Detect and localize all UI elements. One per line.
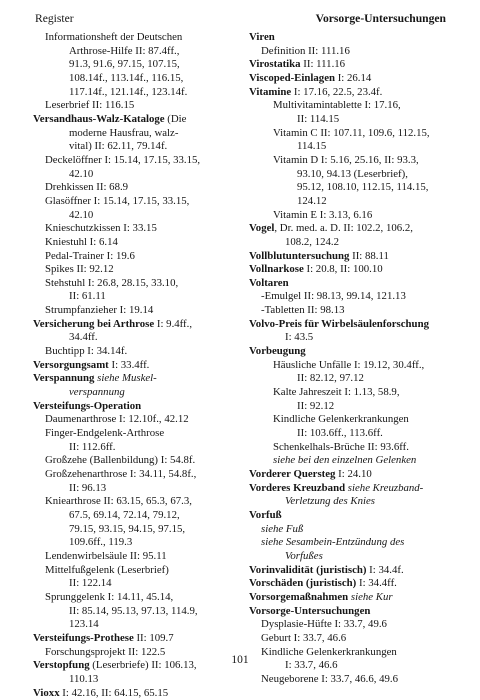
index-line — [33, 45, 239, 59]
index-term: Vorinvalidität (juristisch) — [249, 564, 366, 576]
index-term: Versorgungsamt — [33, 359, 109, 371]
index-text: 91.3, 91.6, 97.15, 107.15, — [69, 58, 180, 70]
index-term: Virostatika — [249, 58, 301, 70]
index-line — [33, 468, 239, 482]
index-text: 108.2, 124.2 — [285, 236, 339, 248]
index-line — [33, 495, 239, 509]
cross-reference: siehe Kreuzband- — [348, 482, 423, 494]
index-term: Versandhaus-Walz-Kataloge — [33, 113, 165, 125]
index-line — [249, 591, 457, 605]
index-text: 34.4ff. — [69, 331, 98, 343]
index-text: I: 33.4ff. — [109, 359, 150, 371]
index-text: 117.14f., 121.14f., 123.14f. — [69, 86, 187, 98]
index-line — [249, 413, 457, 427]
index-text: Mittelfußgelenk (Leserbrief) — [45, 564, 169, 576]
index-text: Kindliche Gelenkerkrankungen — [261, 646, 397, 658]
index-line — [33, 181, 239, 195]
index-line — [249, 45, 457, 59]
index-line — [33, 127, 239, 141]
index-text: moderne Hausfrau, walz- — [69, 127, 178, 139]
index-text: II: 111.16 — [301, 58, 345, 70]
index-line — [33, 577, 239, 591]
index-line — [33, 673, 239, 687]
index-term: Vioxx — [33, 687, 60, 699]
index-line — [33, 236, 239, 250]
index-line — [249, 495, 457, 509]
index-line — [33, 359, 239, 373]
index-line — [249, 536, 457, 550]
index-text: I: 9.4ff., — [154, 318, 192, 330]
index-line — [33, 591, 239, 605]
index-term: Viscoped-Einlagen — [249, 72, 335, 84]
index-text: II: 96.13 — [69, 482, 106, 494]
index-line — [249, 331, 457, 345]
index-line — [249, 181, 457, 195]
index-text: Vitamin E I: 3.13, 6.16 — [273, 209, 372, 221]
index-line — [33, 222, 239, 236]
index-term: Volvo-Preis für Wirbelsäulenforschung — [249, 318, 429, 330]
index-text: I: 43.5 — [285, 331, 313, 343]
index-term: Voltaren — [249, 277, 289, 289]
index-text: 95.12, 108.10, 112.15, 114.15, — [297, 181, 428, 193]
index-line — [249, 386, 457, 400]
index-line — [33, 99, 239, 113]
header-section-label: Register — [35, 12, 74, 25]
index-line — [33, 154, 239, 168]
index-term: Vorderer Quersteg — [249, 468, 335, 480]
index-line — [249, 304, 457, 318]
index-text: Vitamin C II: 107.11, 109.6, 112.15, — [273, 127, 430, 139]
index-line — [33, 536, 239, 550]
index-line — [249, 454, 457, 468]
index-text: Strumpfanzieher I: 19.14 — [45, 304, 153, 316]
index-line — [249, 236, 457, 250]
index-line — [33, 413, 239, 427]
index-line — [249, 468, 457, 482]
index-line — [33, 195, 239, 209]
index-text: 109.6ff., 119.3 — [69, 536, 132, 548]
index-text: 110.13 — [69, 673, 98, 685]
index-line — [249, 400, 457, 414]
index-line — [249, 113, 457, 127]
index-line — [249, 318, 457, 332]
index-line — [249, 31, 457, 45]
index-text: Kniestuhl I: 6.14 — [45, 236, 118, 248]
index-text: Kalte Jahreszeit I: 1.13, 58.9, — [273, 386, 400, 398]
index-line — [33, 86, 239, 100]
index-line — [249, 154, 457, 168]
index-line — [249, 209, 457, 223]
index-line — [249, 72, 457, 86]
index-line — [33, 168, 239, 182]
index-line — [33, 523, 239, 537]
index-text: I: 20.8, II: 100.10 — [304, 263, 383, 275]
index-line — [33, 290, 239, 304]
index-line — [249, 127, 457, 141]
index-text: Sprunggelenk I: 14.11, 45.14, — [45, 591, 173, 603]
index-text: Neugeborene I: 33.7, 46.6, 49.6 — [261, 673, 398, 685]
index-line — [33, 632, 239, 646]
index-line — [33, 618, 239, 632]
index-line — [33, 564, 239, 578]
index-text: 123.14 — [69, 618, 99, 630]
index-line — [249, 482, 457, 496]
index-line — [33, 441, 239, 455]
index-text: II: 109.7 — [134, 632, 174, 644]
index-text: 124.12 — [297, 195, 327, 207]
index-term: Vollblutuntersuchung — [249, 250, 349, 262]
index-term: Vitamine — [249, 86, 291, 98]
index-text: Finger-Endgelenk-Arthrose — [45, 427, 164, 439]
index-text: II: 88.11 — [349, 250, 388, 262]
index-line — [249, 577, 457, 591]
index-text: Buchtipp I: 34.14f. — [45, 345, 127, 357]
cross-reference: verspannung — [69, 386, 125, 398]
index-text: II: 61.11 — [69, 290, 106, 302]
index-line — [249, 140, 457, 154]
index-text: Häusliche Unfälle I: 19.12, 30.4ff., — [273, 359, 424, 371]
index-text: 114.15 — [297, 140, 326, 152]
index-line — [249, 372, 457, 386]
index-line — [33, 140, 239, 154]
index-line — [33, 58, 239, 72]
index-text: Knieschutzkissen I: 33.15 — [45, 222, 157, 234]
index-term: Vorschäden (juristisch) — [249, 577, 356, 589]
index-text: I: 34.4ff. — [356, 577, 397, 589]
index-line — [249, 250, 457, 264]
index-line — [249, 263, 457, 277]
index-line — [249, 427, 457, 441]
index-term: Vorbeugung — [249, 345, 306, 357]
index-text: Deckelöffner I: 15.14, 17.15, 33.15, — [45, 154, 200, 166]
cross-reference: siehe bei den einzelnen Gelenken — [273, 454, 416, 466]
index-line — [33, 304, 239, 318]
index-line — [33, 482, 239, 496]
index-text: II: 82.12, 97.12 — [297, 372, 364, 384]
index-text: 79.15, 93.15, 94.15, 97.15, — [69, 523, 185, 535]
index-text: Drehkissen II: 68.9 — [45, 181, 128, 193]
index-text: Informationsheft der Deutschen — [45, 31, 182, 43]
index-line — [249, 86, 457, 100]
index-line — [249, 673, 457, 687]
index-line — [33, 345, 239, 359]
index-line — [249, 277, 457, 291]
index-term: Verspannung — [33, 372, 94, 384]
index-line — [33, 331, 239, 345]
index-text: II: 103.6ff., 113.6ff. — [297, 427, 383, 439]
index-term: Vorderes Kreuzband — [249, 482, 345, 494]
index-line — [33, 72, 239, 86]
index-line — [33, 250, 239, 264]
index-term: Vollnarkose — [249, 263, 304, 275]
index-text: Spikes II: 92.12 — [45, 263, 114, 275]
index-text: Vitamin D I: 5.16, 25.16, II: 93.3, — [273, 154, 419, 166]
index-text: Kniearthrose II: 63.15, 65.3, 67.3, — [45, 495, 192, 507]
index-line — [33, 318, 239, 332]
index-line — [249, 345, 457, 359]
index-line — [33, 277, 239, 291]
index-line — [249, 99, 457, 113]
index-text: (Die — [165, 113, 187, 125]
index-text: Leserbrief II: 116.15 — [45, 99, 134, 111]
index-text: 93.10, 94.13 (Leserbrief), — [297, 168, 408, 180]
index-line — [249, 523, 457, 537]
index-line — [33, 263, 239, 277]
index-column-right — [249, 31, 457, 687]
cross-reference: Verletzung des Knies — [285, 495, 375, 507]
index-text: Pedal-Trainer I: 19.6 — [45, 250, 135, 262]
index-text: I: 26.14 — [335, 72, 371, 84]
cross-reference: siehe Sesambein-Entzündung des — [261, 536, 404, 548]
index-term: Vorsorge-Untersuchungen — [249, 605, 370, 617]
index-term: Vogel — [249, 222, 274, 234]
index-text: Großzehenarthrose I: 34.11, 54.8f., — [45, 468, 196, 480]
cross-reference: siehe Muskel- — [97, 372, 157, 384]
header-range-label: Vorsorge-Untersuchungen — [316, 12, 446, 25]
index-text: Forschungsprojekt II: 122.5 — [45, 646, 165, 658]
index-text: Multivitamintablette I: 17.16, — [273, 99, 401, 111]
index-line — [33, 687, 239, 700]
index-text: I: 42.16, II: 64.15, 65.15 — [60, 687, 169, 699]
index-line — [33, 31, 239, 45]
index-text: II: 112.6ff. — [69, 441, 115, 453]
index-line — [33, 605, 239, 619]
index-text: Lendenwirbelsäule II: 95.11 — [45, 550, 167, 562]
index-line — [33, 400, 239, 414]
index-text: Definition II: 111.16 — [261, 45, 350, 57]
index-text: II: 92.12 — [297, 400, 334, 412]
index-text: 42.10 — [69, 209, 93, 221]
index-line — [249, 632, 457, 646]
index-line — [249, 168, 457, 182]
index-text: Schenkelhals-Brüche II: 93.6ff. — [273, 441, 409, 453]
index-text: I: 17.16, 22.5, 23.4f. — [291, 86, 382, 98]
index-text: Arthrose-Hilfe II: 87.4ff., — [69, 45, 179, 57]
index-line — [33, 550, 239, 564]
index-line — [33, 509, 239, 523]
index-text: , Dr. med. a. D. II: 102.2, 106.2, — [274, 222, 413, 234]
index-text: Kindliche Gelenkerkrankungen — [273, 413, 409, 425]
index-text: 67.5, 69.14, 72.14, 79.12, — [69, 509, 180, 521]
index-text: I: 24.10 — [335, 468, 371, 480]
index-text: Geburt I: 33.7, 46.6 — [261, 632, 346, 644]
index-line — [249, 509, 457, 523]
index-term: Versicherung bei Arthrose — [33, 318, 154, 330]
index-line — [249, 550, 457, 564]
index-line — [249, 58, 457, 72]
index-line — [249, 605, 457, 619]
running-header — [35, 12, 446, 28]
index-term: Versteifungs-Operation — [33, 400, 141, 412]
index-line — [33, 386, 239, 400]
index-text: vital) II: 62.11, 79.14f. — [69, 140, 167, 152]
index-line — [249, 290, 457, 304]
index-text: Daumenarthrose I: 12.10f., 42.12 — [45, 413, 189, 425]
index-text: -Emulgel II: 98.13, 99.14, 121.13 — [261, 290, 406, 302]
index-term: Vorfuß — [249, 509, 282, 521]
index-line — [249, 195, 457, 209]
index-text: I: 33.7, 46.6 — [285, 659, 337, 671]
index-line — [33, 454, 239, 468]
index-text: -Tabletten II: 98.13 — [261, 304, 345, 316]
index-term: Viren — [249, 31, 275, 43]
index-text: I: 34.4f. — [366, 564, 403, 576]
index-text: II: 114.15 — [297, 113, 339, 125]
cross-reference: Vorfußes — [285, 550, 323, 562]
page-number: 101 — [0, 654, 480, 666]
index-text: Dysplasie-Hüfte I: 33.7, 49.6 — [261, 618, 387, 630]
index-line — [33, 372, 239, 386]
index-line — [33, 209, 239, 223]
index-term: Verstopfung — [33, 659, 90, 671]
index-term: Versteifungs-Prothese — [33, 632, 134, 644]
index-text: II: 122.14 — [69, 577, 112, 589]
index-text: Großzehe (Ballenbildung) I: 54.8f. — [45, 454, 195, 466]
index-line — [249, 618, 457, 632]
index-text: 108.14f., 113.14f., 116.15, — [69, 72, 183, 84]
index-text: Glasöffner I: 15.14, 17.15, 33.15, — [45, 195, 189, 207]
index-text: 42.10 — [69, 168, 93, 180]
index-line — [33, 427, 239, 441]
index-line — [249, 359, 457, 373]
cross-reference: siehe Kur — [351, 591, 393, 603]
index-text: II: 85.14, 95.13, 97.13, 114.9, — [69, 605, 198, 617]
index-line — [249, 441, 457, 455]
cross-reference: siehe Fuß — [261, 523, 303, 535]
index-line — [249, 564, 457, 578]
index-text: Stehstuhl I: 26.8, 28.15, 33.10, — [45, 277, 178, 289]
index-line — [33, 113, 239, 127]
index-term: Vorsorgemaßnahmen — [249, 591, 348, 603]
index-text: (Leserbriefe) II: 106.13, — [90, 659, 197, 671]
index-column-left — [33, 31, 239, 700]
index-line — [249, 222, 457, 236]
